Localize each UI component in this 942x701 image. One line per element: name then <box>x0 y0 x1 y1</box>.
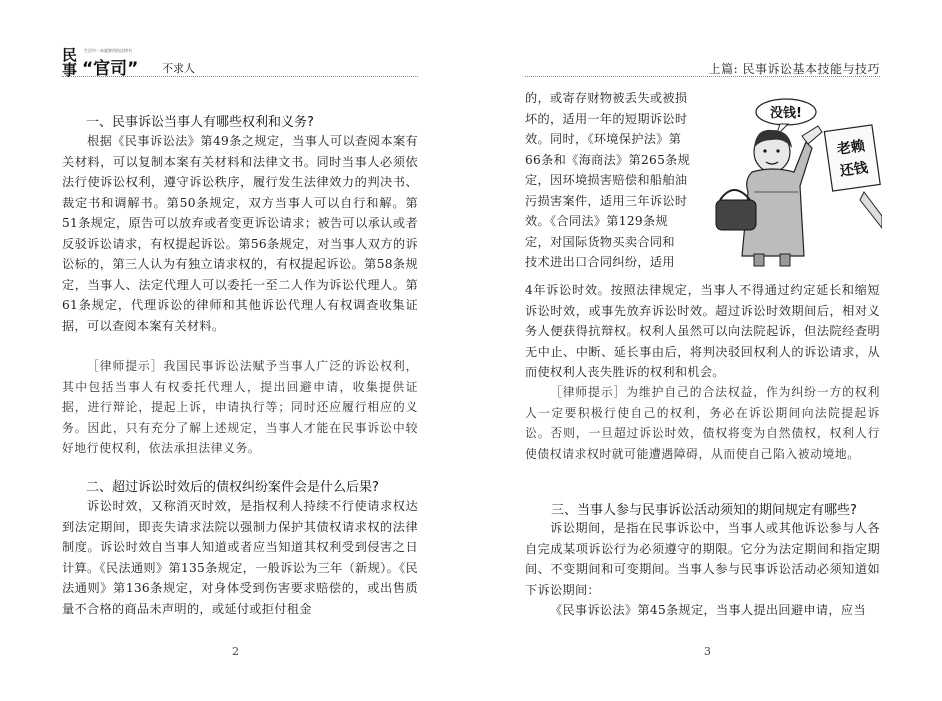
running-head: 上篇: 民事诉讼基本技能与技巧 <box>708 62 880 76</box>
logo-buqiuren: 不求人 <box>162 62 195 75</box>
section-3-body-2: 《民事诉讼法》第45条规定，当事人提出回避申请，应当 <box>550 603 866 617</box>
debtor-cartoon-image <box>714 96 882 268</box>
lawyer-tip-1: ［律师提示］我国民事诉讼法赋予当事人广泛的诉讼权利，其中包括当事人有权委托代理人，提出回避申请，收集提供证据，进行辩论，提起上诉，申请执行等；同时还应履行相应的义务。因此，只有充分了解上述规定，当事人才能在民事诉讼中较好地行使权利，依法承担法律义务。 <box>62 359 418 455</box>
text-line: 坏的，适用一年的短期诉讼时 <box>525 111 688 126</box>
section-1-body: 根据《民事诉讼法》第49条之规定，当事人可以查阅本案有关材料，可以复制本案有关材料和法律文书。同时当事人必须依法行使诉讼权利，遵守诉讼秩序，履行发生法律效力的判决书、裁定书和调解书。第50条规定，双方当事人可以自行和解。第51条规定，原告可以放弃或者变更诉讼请求；被告可以承认或者反驳诉讼请求，有权提起诉讼。第56条规定，对当事人双方的诉讼标的，第三人认为有独立请求权的，有权提起诉讼。第58条规定，当事人、法定代理人可以委托一至二人作为诉讼代理人。第61条规定，代理诉讼的律师和其他诉讼代理人有权调查收集证据，可以查阅本案有关材料。 <box>62 134 418 333</box>
section-2-title: 二、超过诉讼时效后的债权纠纷案件会是什么后果? <box>86 480 379 495</box>
text-line: 效。同时，《环境保护法》第 <box>525 132 682 146</box>
section-2-continued: 4年诉讼时效。按照法律规定，当事人不得通过约定延长和缩短诉讼时效，或事先放弃诉讼时效。超过诉讼时效期间后，相对义务人便获得抗辩权。权利人虽然可以向法院起诉，但法院经查明无中止、中断、延长事由后，将判决驳回权利人的诉讼请求，从而使权利人丧失胜诉的权利和机会。 <box>525 283 880 379</box>
text-line: 技术进出口合同纠纷，适用 <box>525 255 675 269</box>
text-line: 66条和《海商法》第265条规 <box>525 152 691 167</box>
text-line: 的，或寄存财物被丢失或被损 <box>525 91 688 105</box>
sign-text-1: 老赖 <box>835 138 866 158</box>
section-2-body: 诉讼时效，又称消灭时效，是指权利人持续不行使请求权达到法定期间，即丧失请求法院以强制力保护其债权请求权的法律制度。诉讼时效自当事人知道或者应当知道其权利受到侵害之日计算。《民法通则》第135条规定，一般诉讼为三年（新规）。《民法通则》第136条规定，对身体受到伤害要求赔偿的，或出售质量不合格的商品未声明的，或延付或拒付租金 <box>62 499 418 616</box>
section-3-title: 三、当事人参与民事诉讼活动须知的期间规定有哪些? <box>551 503 857 518</box>
text-line: 定，对国际货物买卖合同和 <box>525 234 675 249</box>
text-line: 污损害案件，适用三年诉讼时 <box>525 193 688 208</box>
header-divider <box>62 76 418 77</box>
text-line: 定，因环境损害赔偿和船舶油 <box>525 173 688 187</box>
page-number-left: 2 <box>232 645 239 658</box>
text-line: 效。《合同法》第129条规 <box>525 214 668 228</box>
cartoon-illustration <box>714 96 882 268</box>
section-1-title: 一、民事诉讼当事人有哪些权利和义务? <box>86 115 314 130</box>
narrow-text-block <box>525 88 705 273</box>
header-divider <box>525 76 880 77</box>
lawyer-tip-2: ［律师提示］为维护自己的合法权益，作为纠纷一方的权利人一定要积极行使自己的权利，务必在诉讼期间向法院提起诉讼。否则，一旦超过诉讼时效，债权将变为自然债权，权利人行使债权请求权时就可能遭遇障碍，从而使自己陷入被动境地。 <box>525 385 880 461</box>
section-3-body: 诉讼期间，是指在民事诉讼中，当事人或其他诉讼参与人各自完成某项诉讼行为必须遵守的期限。它分为法定期间和指定期间、不变期间和可变期间。当事人参与民事诉讼活动必须知道如下诉讼期间： <box>525 521 880 597</box>
logo-tagline: 生活中一本就够用的法律书 <box>84 48 132 53</box>
bubble-text: 没钱! <box>770 106 802 121</box>
sign-text-2: 还钱 <box>838 159 869 180</box>
logo-min-shi: 民事 <box>62 46 78 79</box>
logo-guansi: “官司” <box>82 59 139 79</box>
page-number-right: 3 <box>704 645 711 658</box>
